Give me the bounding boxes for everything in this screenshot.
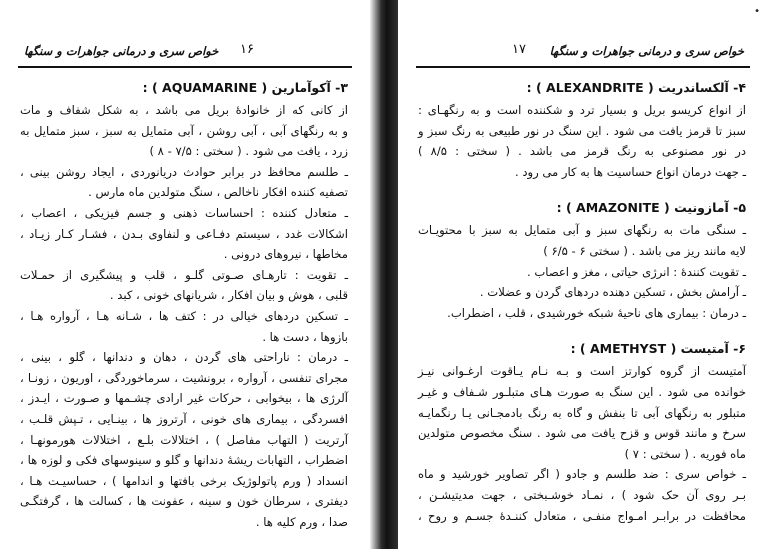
text-line: ـ متعادل کننده : احساسات ذهنی و جسم فیزیکی ، اعصاب ، (20, 205, 348, 220)
text-line: ـ سنگی مات به رنگهای سبز و آبی متمایل به سبز با محتویـات (418, 223, 746, 238)
running-head: خواص سری و درمانی جواهرات و سنگها (549, 44, 744, 58)
text-line: آمتیست از گروه کوارتز است و بـه نـام یـاقوت ارغـوانی نیـز (418, 364, 746, 379)
text-line: آلرژی ها ، بیخوابی ، حرکات غیر ارادی چشـمها و صـورت ، ایـدز ، (20, 391, 348, 406)
text-line: انسداد ( ورم پاتولوژیک برخی بافتها و اندامها ) ، حساسیـت هـا ، (20, 473, 348, 488)
text-line: اشکالات غدد ، سیستم دفـاعی و لنفاوی بـدن ، فشـار کـار زیـاد ، (20, 226, 348, 241)
text-line: افسردگی ، بیماری های خونی ، آرتروز ها ، بینـایی ، تـپش قلـب ، (20, 411, 348, 426)
text-line: دیفتری ، سرطان خون و سینه ، عفونت ها ، کسالت ها ، گرفتگـی (20, 494, 348, 509)
section-heading: ۴- آلکساندریت ( ALEXANDRITE ) : (526, 80, 746, 95)
text-line: سبز تا قرمز یافت می شود . این سنگ در نور طبیعی به رنگ سبز و (418, 123, 746, 138)
text-line: مخاطها ، نیروهای درونی . (223, 247, 348, 262)
section-heading: ۵- آمازونیت ( AMAZONITE ) : (556, 200, 746, 216)
text-line: خوانده می شود . این سنگ به صورت هـای متبلـور شـفاف و غیـر (418, 384, 746, 399)
text-line: قلبی ، هوش و بیان افکار ، شریانهای خونی ، کبد . (109, 288, 348, 303)
right-page (398, 0, 768, 549)
text-line: ماه فوریه . ( سختی : ۷ ) (624, 446, 746, 461)
text-line: و به رنگهای آبی ، آبی روشن ، آبی متمایل به سبز ، سبز متمایل به (20, 123, 348, 138)
text-line: بازوها ، دست ها . (262, 329, 348, 344)
page-mark: • (754, 6, 760, 17)
left-page-header (18, 40, 352, 68)
book-gutter (370, 0, 398, 549)
right-page-content (418, 78, 746, 526)
text-line: از انواع کریسو بریل و بسیار ترد و شکننده است و به رنگهـای : (418, 103, 746, 117)
text-line: سرخ و مانند قوس و قزح یافت می شود . سنگ مخصوص متولدین (418, 426, 746, 441)
text-line: متبلور به رنگهای آبی تا بنفش و گاه به رنگ بادمجـانی یـا رنگمایـه (418, 405, 746, 420)
left-page-content (20, 78, 348, 532)
text-line: ـ درمان : بیماری های ناحیهٔ شبکه خورشیدی ، قلب ، اضطراب. (447, 305, 746, 320)
text-line: مجرای تنفسی ، آرواره ، برونشیت ، سرماخوردگی ، اوریون ، زونـا ، (20, 370, 348, 385)
right-page-header (416, 40, 750, 68)
page-number: ۱۶ (240, 42, 254, 57)
running-head: خواص سری و درمانی جواهرات و سنگها (24, 44, 219, 58)
section-heading: ۳- آکوآمارین ( AQUAMARINE ) : (142, 80, 348, 95)
text-line: ـ آرامش بخش ، تسکین دهنده دردهای گردن و عضلات . (479, 285, 746, 300)
left-page (0, 0, 370, 549)
text-line: تصفیه کننده افکار ناخالص ، سنگ متولدین ماه مارس . (88, 185, 348, 200)
text-line: ـ جهت درمان انواع حساسیت ها به کار می رود . (514, 164, 746, 179)
page-number: ۱۷ (512, 42, 526, 57)
text-line: ـ خواص سری : ضد طلسم و جادو ( اگر تصاویر خورشید و ماه (418, 467, 746, 482)
section-heading: ۶- آمتیست ( AMETHYST ) : (570, 341, 746, 357)
text-line: ـ تسکین دردهای خیالی در : کتف ها ، شـانه هـا ، آرواره هـا ، (20, 308, 348, 323)
text-line: زرد ، یافت می شود . ( سختی : ۷/۵ - ۸ ) (149, 144, 348, 159)
text-line: صدا ، ورم کلیه ها . (255, 514, 348, 529)
text-line: آرتریت ( التهاب مفاصل ) ، اختلالات بلـع ، اختلالات هورمونهـا ، (20, 432, 348, 447)
text-line: محافظت در برابـر امـواج منفـی ، متعادل کننـدهٔ جسـم و روح ، (418, 508, 746, 523)
text-line: اضطراب ، التهابات ریشهٔ دندانها و گلو و سینوسهای فکی و لوزه ها ، (20, 453, 348, 468)
text-line: لایه مانند ریز می باشد . ( سختی ۶ - ۶/۵ ) (543, 243, 746, 258)
text-line: ـ طلسم محافظ در برابر حوادث دریانوردی ، ایجاد روشن بینی ، (20, 164, 348, 179)
text-line: ـ تقویت کنندهٔ : انرژی حیاتی ، مغز و اعصاب . (527, 264, 746, 279)
text-line: از کانی که از خانوادهٔ بریل می باشد ، به شکل شفاف و مات (20, 103, 348, 117)
text-line: در نور مصنوعی به رنگ قرمز می باشد . ( سختی : ۸/۵ ) (418, 144, 746, 159)
text-line: ـ درمان : ناراحتی های گردن ، دهان و دندانها ، گلو ، بینی ، (20, 350, 348, 365)
text-line: بـر روی آن حک شود ) ، نمـاد خوشـبختی ، جهت مدیتیشـن ، (418, 487, 746, 502)
text-line: ـ تقویت : تارهـای صـوتی گلـو ، قلب و پیشگیری از حمـلات (20, 267, 348, 282)
